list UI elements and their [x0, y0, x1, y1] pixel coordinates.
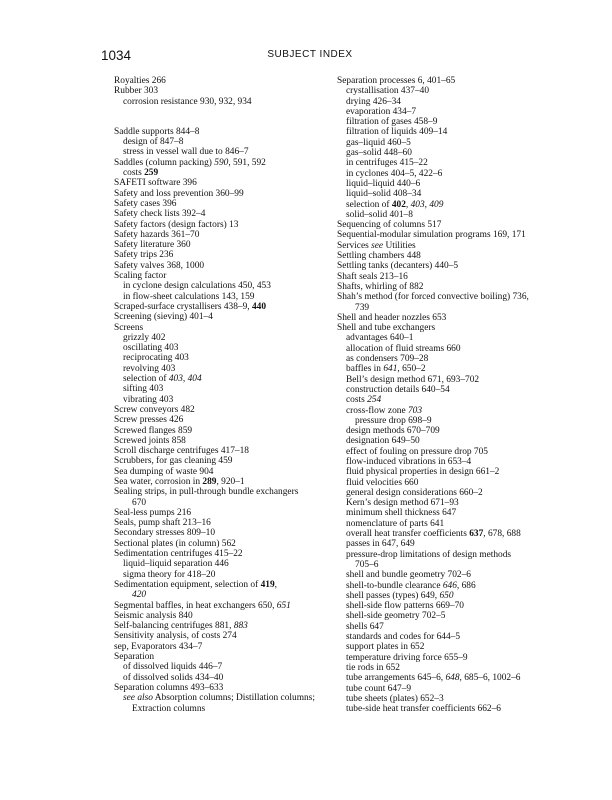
entry-text: baffles in [346, 364, 384, 375]
entry-text: sep, Evaporators 434–7 [114, 641, 203, 652]
entry-text: Screens [114, 322, 144, 333]
italic-page-ref: see also [123, 693, 153, 704]
index-subentry [337, 611, 565, 621]
page-number: 1034 [101, 48, 132, 63]
entry-text: solid–solid 401–8 [346, 209, 413, 220]
entry-text: nomenclature of parts 641 [346, 518, 445, 529]
entry-text: Sequencing of columns 517 [337, 220, 442, 231]
index-subentry [337, 694, 565, 704]
index-subentry [337, 117, 565, 127]
entry-text: Scrubbers, for gas cleaning 459 [114, 456, 233, 467]
index-entry [114, 456, 339, 466]
index-subentry [114, 384, 339, 394]
entry-text: Saddles (column packing) [114, 157, 215, 168]
entry-text: Screw presses 426 [114, 415, 184, 426]
index-subentry [337, 189, 565, 199]
entry-text: 739 [355, 302, 370, 313]
index-subentry [114, 673, 339, 683]
index-subentry [114, 662, 339, 672]
index-subentry [337, 478, 565, 488]
index-entry [114, 467, 339, 477]
italic-page-ref: 703 [407, 405, 423, 416]
entry-text: cross-flow zone [346, 405, 408, 416]
index-subentry [337, 550, 565, 560]
index-subentry [114, 97, 339, 107]
index-entry [337, 251, 565, 261]
entry-text: minimum shell thickness 647 [346, 508, 457, 519]
entry-text: Services [337, 240, 372, 251]
entry-text: evaporation 434–7 [346, 106, 417, 117]
entry-text: Seismic analysis 840 [114, 610, 193, 621]
index-entry [337, 282, 565, 292]
entry-text: SAFETI software 396 [114, 178, 197, 189]
index-subentry [337, 653, 565, 663]
index-entry [114, 209, 339, 219]
entry-text: Safety valves 368, 1000 [114, 260, 205, 271]
entry-text: passes in 647, 649 [346, 539, 415, 550]
index-subentry [337, 86, 565, 96]
index-subentry [337, 673, 565, 683]
entry-text: pressure-drop limitations of design methods [346, 549, 512, 560]
entry-text: Sea dumping of waste 904 [114, 466, 214, 477]
italic-page-ref: 650 [439, 590, 454, 601]
entry-text: of dissolved liquids 446–7 [123, 662, 223, 673]
entry-text: Kern’s design method 671–93 [346, 498, 459, 509]
entry-text: costs [123, 168, 145, 179]
index-entry [114, 683, 339, 693]
entry-text: tube count 647–9 [346, 683, 412, 694]
italic-page-ref: 420 [132, 590, 147, 601]
index-subentry [337, 138, 565, 148]
entry-text: shell-to-bundle clearance [346, 580, 443, 591]
entry-text: shell-side flow patterns 669–70 [346, 601, 464, 612]
entry-text: Saddle supports 844–8 [114, 126, 200, 137]
index-entry [114, 220, 339, 230]
entry-text: Royalties 266 [114, 76, 166, 86]
entry-text: Seals, pump shaft 213–16 [114, 518, 211, 529]
index-entry-continuation [337, 416, 565, 426]
entry-text: revolving 403 [123, 363, 176, 374]
index-subentry [114, 137, 339, 147]
index-subentry [337, 210, 565, 220]
entry-text: liquid–liquid separation 446 [123, 559, 229, 570]
index-entry [114, 261, 339, 271]
entry-text: pressure drop 698–9 [355, 415, 432, 426]
index-subentry [114, 570, 339, 580]
entry-text: liquid–liquid 440–6 [346, 178, 421, 189]
index-subentry [114, 364, 339, 374]
index-subentry [337, 457, 565, 467]
index-subentry [114, 281, 339, 291]
entry-text: effect of fouling on pressure drop 705 [346, 446, 488, 457]
index-entry [114, 549, 339, 559]
index-entry [114, 302, 339, 312]
entry-text: Extraction columns [132, 703, 206, 714]
index-subentry [337, 333, 565, 343]
index-entry [337, 292, 565, 302]
entry-text: Safety factors (design factors) 13 [114, 219, 239, 230]
index-subentry [114, 333, 339, 343]
index-subentry [337, 529, 565, 539]
index-entry-continuation [337, 560, 565, 570]
index-subentry [337, 622, 565, 632]
italic-page-ref: 883 [233, 621, 248, 632]
bold-page-ref: 419 [260, 579, 275, 590]
entry-text: Bell’s design method 671, 693–702 [346, 374, 480, 385]
index-entry-continuation [337, 303, 565, 313]
index-subentry [337, 684, 565, 694]
index-entry [337, 323, 565, 333]
entry-text: Shell and header nozzles 653 [337, 312, 447, 323]
entry-text: drying 426–34 [346, 96, 401, 107]
index-entry [114, 405, 339, 415]
index-entry [114, 446, 339, 456]
index-subentry [114, 147, 339, 157]
entry-text: tube arrangements 645–6, [346, 673, 446, 684]
index-entry [114, 508, 339, 518]
entry-text: designation 649–50 [346, 436, 420, 447]
index-entry-continuation [114, 590, 339, 600]
entry-text: Rubber 303 [114, 86, 159, 97]
index-column-left [114, 76, 339, 714]
index-entry [114, 240, 339, 250]
index-subentry [337, 127, 565, 137]
entry-text: construction details 640–54 [346, 384, 450, 395]
index-entry [114, 230, 339, 240]
entry-text: filtration of gases 458–9 [346, 117, 438, 128]
entry-text: Screw conveyors 482 [114, 404, 195, 415]
index-entry [114, 312, 339, 322]
entry-text: selection of [346, 199, 392, 210]
entry-text: tube sheets (plates) 652–3 [346, 693, 444, 704]
index-entry-continuation [114, 498, 339, 508]
entry-text: , 685–6, 1002–6 [459, 673, 521, 684]
index-entry [114, 271, 339, 281]
entry-text: shell passes (types) 649, [346, 590, 440, 601]
index-subentry [114, 353, 339, 363]
index-subentry [114, 374, 339, 384]
italic-page-ref: 641 [383, 364, 398, 375]
entry-text: gas–solid 448–60 [346, 148, 412, 159]
index-entry [114, 436, 339, 446]
index-entry [114, 415, 339, 425]
entry-text: Safety trips 236 [114, 250, 174, 261]
entry-text: standards and codes for 644–5 [346, 632, 461, 643]
index-entry [114, 250, 339, 260]
entry-text: liquid–solid 408–34 [346, 189, 422, 200]
index-entry [114, 621, 339, 631]
entry-text: tube-side heat transfer coefficients 662–6 [346, 704, 501, 715]
index-subentry [337, 467, 565, 477]
index-subentry [337, 169, 565, 179]
entry-text: Shaft seals 213–16 [337, 271, 408, 282]
index-subentry [337, 436, 565, 446]
page-header [101, 48, 519, 66]
entry-text: Separation [114, 652, 155, 663]
index-subentry [337, 354, 565, 364]
entry-text: Screwed joints 858 [114, 435, 186, 446]
entry-text: gas–liquid 460–5 [346, 137, 411, 148]
italic-page-ref: 403, 409 [410, 199, 444, 210]
index-subentry [337, 179, 565, 189]
index-subentry [337, 107, 565, 117]
index-subentry [337, 395, 565, 405]
entry-text: Sensitivity analysis, of costs 274 [114, 631, 237, 642]
entry-text: Sealing strips, in pull-through bundle exchangers [114, 487, 299, 498]
entry-text: design methods 670–709 [346, 426, 440, 437]
entry-text: Scaling factor [114, 271, 167, 282]
index-subentry [337, 663, 565, 673]
entry-text: Screwed flanges 859 [114, 425, 193, 436]
entry-text: Segmental baffles, in heat exchangers 650, [114, 600, 277, 611]
entry-text: allocation of fluid streams 660 [346, 343, 461, 354]
entry-text: in cyclones 404–5, 422–6 [346, 168, 443, 179]
entry-text: Shafts, whirling of 882 [337, 281, 424, 292]
italic-page-ref: 651 [276, 600, 291, 611]
index-entry [114, 178, 339, 188]
entry-text: Sectional plates (in column) 562 [114, 538, 236, 549]
entry-text: Shell and tube exchangers [337, 323, 436, 334]
entry-text: overall heat transfer coefficients [346, 529, 470, 540]
entry-text: corrosion resistance 930, 932, 934 [123, 96, 252, 107]
italic-page-ref: see [371, 240, 384, 251]
entry-text: Safety and loss prevention 360–99 [114, 188, 244, 199]
index-entry [114, 518, 339, 528]
entry-text: Scraped-surface crystallisers 438–9, [114, 301, 252, 312]
index-entry [114, 487, 339, 497]
index-subentry [337, 704, 565, 714]
index-subentry [337, 200, 565, 210]
index-subentry [114, 559, 339, 569]
index-subentry [114, 168, 339, 178]
entry-text: sigma theory for 418–20 [123, 569, 216, 580]
index-entry [114, 477, 339, 487]
entry-text: in cyclone design calculations 450, 453 [123, 281, 271, 292]
entry-text: Sequential-modular simulation programs 169, 171 [337, 230, 526, 241]
entry-text: support plates in 652 [346, 642, 425, 653]
entry-text: as condensers 709–28 [346, 354, 429, 365]
italic-page-ref: 254 [367, 395, 382, 406]
entry-text: Sea water, corrosion in [114, 476, 203, 487]
entry-text: reciprocating 403 [123, 353, 189, 364]
entry-text: Absorption columns; Distillation columns; [152, 693, 315, 704]
index-subentry [114, 395, 339, 405]
bold-page-ref: 637 [469, 529, 484, 540]
index-entry [337, 76, 565, 86]
entry-text: design of 847–8 [123, 137, 184, 148]
entry-text: Utilities [383, 240, 416, 251]
index-entry [114, 652, 339, 662]
italic-page-ref: 403, 404 [168, 374, 202, 385]
entry-text: Separation processes 6, 401–65 [337, 76, 456, 86]
entry-text: , 650–2 [397, 364, 426, 375]
entry-text: in flow-sheet calculations 143, 159 [123, 291, 255, 302]
bold-page-ref: 440 [251, 301, 267, 312]
entry-text: shells 647 [346, 621, 384, 632]
entry-text: , 920–1 [216, 476, 245, 487]
entry-text: stress in vessel wall due to 846–7 [123, 147, 249, 158]
entry-text: grizzly 402 [123, 332, 166, 343]
bold-page-ref: 259 [144, 168, 159, 179]
entry-text: 670 [132, 497, 147, 508]
index-subentry [337, 447, 565, 457]
index-entry [114, 127, 339, 137]
entry-text: crystallisation 437–40 [346, 86, 430, 97]
entry-text: Secondary stresses 809–10 [114, 528, 216, 539]
index-entry [337, 241, 565, 251]
index-entry [114, 539, 339, 549]
entry-text: Separation columns 493–633 [114, 682, 224, 693]
bold-page-ref: 289 [202, 476, 217, 487]
running-title: SUBJECT INDEX [267, 49, 353, 60]
entry-text: oscillating 403 [123, 343, 179, 354]
index-entry [114, 631, 339, 641]
index-column-right [337, 76, 565, 714]
index-entry [114, 158, 339, 168]
index-subentry [337, 632, 565, 642]
index-subentry [337, 601, 565, 611]
index-subentry [337, 508, 565, 518]
index-subentry [337, 344, 565, 354]
entry-text: costs [346, 395, 368, 406]
entry-text: Safety cases 396 [114, 198, 177, 209]
index-entry [114, 611, 339, 621]
index-subentry [337, 498, 565, 508]
index-subentry [337, 97, 565, 107]
index-entry [114, 528, 339, 538]
index-subentry [337, 591, 565, 601]
index-entry [337, 313, 565, 323]
index-subentry [337, 385, 565, 395]
entry-text: Safety check lists 392–4 [114, 209, 206, 220]
entry-text: tie rods in 652 [346, 662, 400, 673]
entry-text: Settling chambers 448 [337, 251, 421, 262]
index-entry [337, 230, 565, 240]
entry-text: 705–6 [355, 559, 379, 570]
index-entry [114, 189, 339, 199]
entry-text: , [405, 199, 411, 210]
index-entry-continuation [114, 704, 339, 714]
entry-text: Sedimentation centrifuges 415–22 [114, 549, 243, 560]
index-subentry [337, 488, 565, 498]
index-subentry [114, 693, 339, 703]
index-entry [114, 76, 339, 86]
index-subentry [337, 426, 565, 436]
italic-page-ref: 590 [214, 157, 229, 168]
index-subentry [337, 539, 565, 549]
italic-page-ref: 648 [445, 673, 460, 684]
index-subentry [337, 406, 565, 416]
entry-text: filtration of liquids 409–14 [346, 127, 448, 138]
entry-text: , 591, 592 [228, 157, 266, 168]
entry-text: fluid physical properties in design 661–2 [346, 467, 500, 478]
entry-text: in centrifuges 415–22 [346, 158, 428, 169]
index-subentry [337, 519, 565, 529]
entry-text: vibrating 403 [123, 394, 174, 405]
entry-text: Safety literature 360 [114, 240, 191, 251]
index-entry [114, 426, 339, 436]
index-entry [337, 272, 565, 282]
index-entry [114, 642, 339, 652]
entry-text: selection of [123, 374, 169, 385]
index-entry [114, 580, 339, 590]
index-subentry [337, 148, 565, 158]
index-subentry [337, 158, 565, 168]
entry-text: Screening (sieving) 401–4 [114, 312, 213, 323]
index-entry [114, 323, 339, 333]
entry-text: , [274, 579, 277, 590]
index-subentry [114, 292, 339, 302]
index-entry [114, 199, 339, 209]
entry-text: flow-induced vibrations in 653–4 [346, 456, 472, 467]
entry-text: Safety hazards 361–70 [114, 229, 200, 240]
entry-text: , 678, 688 [483, 529, 521, 540]
entry-text: advantages 640–1 [346, 333, 414, 344]
index-subentry [337, 581, 565, 591]
entry-text: Shah’s method (for forced convective boiling) 736, [337, 292, 529, 303]
index-entry [337, 220, 565, 230]
entry-text: Scroll discharge centrifuges 417–18 [114, 446, 249, 457]
index-subentry [337, 364, 565, 374]
entry-text: Seal-less pumps 216 [114, 507, 192, 518]
entry-text: fluid velocities 660 [346, 477, 419, 488]
index-subentry [337, 570, 565, 580]
index-subentry [337, 642, 565, 652]
bold-page-ref: 402 [391, 199, 406, 210]
entry-text: Settling tanks (decanters) 440–5 [337, 261, 459, 272]
entry-text: general design considerations 660–2 [346, 487, 483, 498]
entry-text: temperature driving force 655–9 [346, 652, 468, 663]
entry-text: Self-balancing centrifuges 881, [114, 621, 234, 632]
index-subentry [114, 343, 339, 353]
entry-text: sifting 403 [123, 384, 164, 395]
entry-text: shell-side geometry 702–5 [346, 611, 446, 622]
entry-text: Sedimentation equipment, selection of [114, 579, 261, 590]
entry-text: of dissolved solids 434–40 [123, 672, 224, 683]
index-entry [114, 86, 339, 96]
index-entry [114, 601, 339, 611]
entry-text: shell and bundle geometry 702–6 [346, 570, 471, 581]
italic-page-ref: 646 [442, 580, 457, 591]
entry-spacer [114, 107, 339, 127]
entry-text: , 686 [456, 580, 476, 591]
index-entry [337, 261, 565, 271]
index-subentry [337, 375, 565, 385]
